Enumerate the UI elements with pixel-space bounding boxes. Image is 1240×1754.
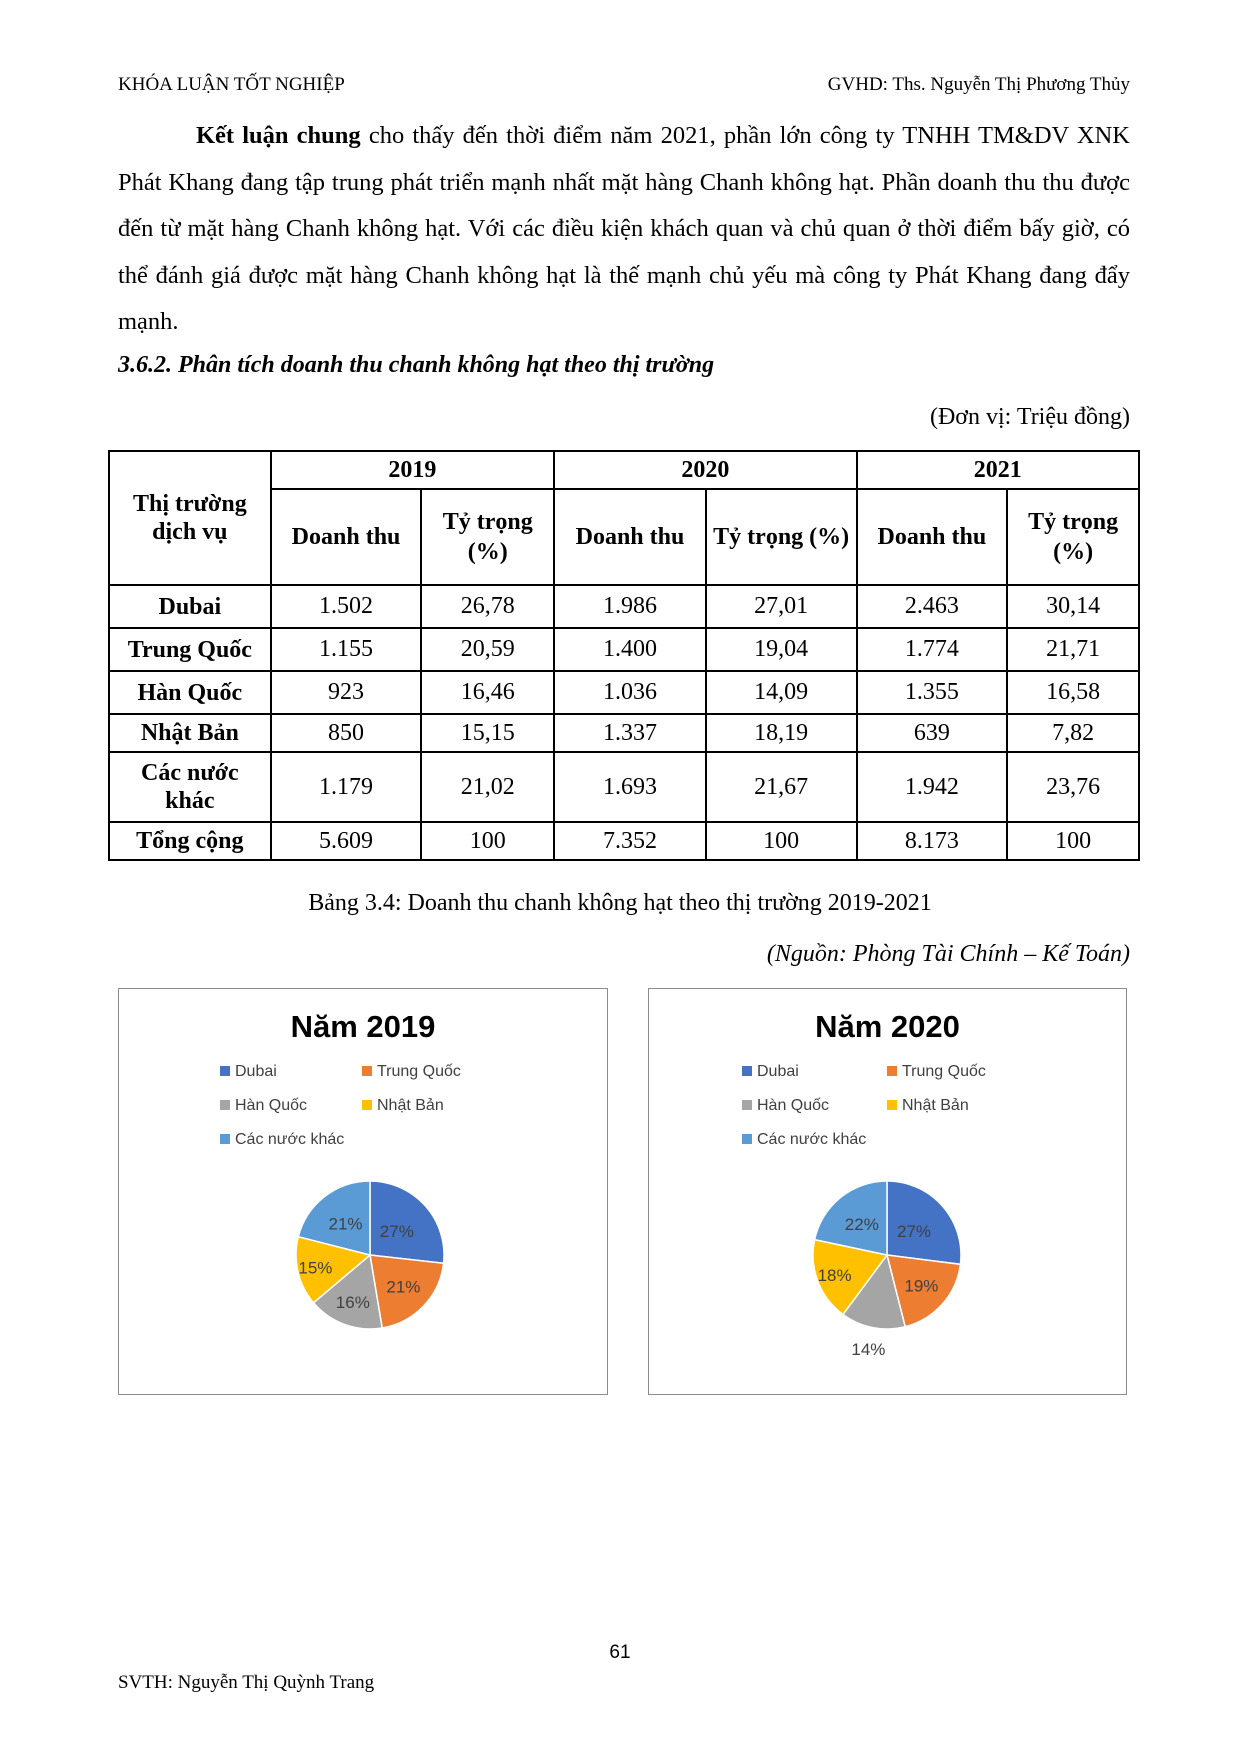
- share-cell: 16,58: [1007, 671, 1139, 714]
- subheader-revenue: Doanh thu: [554, 489, 706, 585]
- revenue-cell: 1.036: [554, 671, 706, 714]
- pie-data-label: 27%: [896, 1222, 932, 1242]
- legend-label: Hàn Quốc: [757, 1097, 830, 1114]
- market-cell: Dubai: [109, 585, 271, 628]
- legend-label: Các nước khác: [757, 1131, 867, 1148]
- revenue-cell: 850: [271, 714, 422, 752]
- year-header-2021: 2021: [857, 451, 1140, 489]
- page-number: 61: [609, 1642, 631, 1663]
- subheader-share: Tỷ trọng (%): [421, 489, 554, 585]
- subheader-share: Tỷ trọng (%): [706, 489, 857, 585]
- share-cell: 16,46: [421, 671, 554, 714]
- market-cell: Trung Quốc: [109, 628, 271, 671]
- table-row: [109, 822, 1139, 860]
- paragraph-text: cho thấy đến thời điểm năm 2021, phần lớn công ty TNHH TM&DV XNK Phát Khang đang tập trung phát triển mạnh nhất mặt hàng Chanh không hạt. Phần doanh thu thu được đến từ mặt hàng Chanh không hạt. Với các điều kiện khách quan và chủ quan ở thời điểm bấy giờ, có thể đánh giá được mặt hàng Chanh không hạt là thế mạnh chủ yếu mà công ty Phát Khang đang đẩy mạnh.: [118, 122, 1130, 335]
- share-cell: 100: [706, 822, 857, 860]
- pie-data-label: 16%: [335, 1292, 370, 1312]
- chart-title: Năm 2020: [815, 1009, 960, 1044]
- pie-data-label: 18%: [817, 1265, 852, 1285]
- share-cell: 20,59: [421, 628, 554, 671]
- share-cell: 18,19: [706, 714, 857, 752]
- conclusion-paragraph: [118, 113, 1130, 346]
- legend-label: Trung Quốc: [377, 1063, 461, 1080]
- revenue-cell: 1.942: [857, 752, 1008, 822]
- subheader-revenue: Doanh thu: [271, 489, 422, 585]
- share-cell: 21,71: [1007, 628, 1139, 671]
- legend-label: Dubai: [757, 1063, 799, 1080]
- share-cell: 27,01: [706, 585, 857, 628]
- revenue-cell: 1.693: [554, 752, 706, 822]
- chart-title: Năm 2019: [290, 1009, 436, 1044]
- revenue-cell: 639: [857, 714, 1008, 752]
- revenue-cell: 1.502: [271, 585, 422, 628]
- table-row: [109, 628, 1139, 671]
- pie-data-label: 19%: [904, 1276, 939, 1296]
- legend-label: Các nước khác: [235, 1131, 345, 1148]
- source-note: (Nguồn: Phòng Tài Chính – Kế Toán): [766, 941, 1130, 967]
- revenue-cell: 8.173: [857, 822, 1008, 860]
- header-right: GVHD: Ths. Nguyễn Thị Phương Thủy: [827, 74, 1130, 95]
- share-cell: 7,82: [1007, 714, 1139, 752]
- footer-author: SVTH: Nguyễn Thị Quỳnh Trang: [118, 1672, 375, 1693]
- pie-data-label: 27%: [379, 1222, 414, 1241]
- market-cell: Hàn Quốc: [109, 671, 271, 714]
- share-cell: 19,04: [706, 628, 857, 671]
- year-header-2020: 2020: [554, 451, 856, 489]
- pie-data-label: 15%: [298, 1258, 333, 1278]
- revenue-cell: 1.337: [554, 714, 706, 752]
- pie-data-label: 14%: [851, 1340, 886, 1360]
- market-cell: Nhật Bản: [109, 714, 271, 752]
- pie-svg: [119, 989, 607, 1394]
- year-header-2019: 2019: [271, 451, 554, 489]
- revenue-cell: 1.986: [554, 585, 706, 628]
- legend-label: Trung Quốc: [902, 1063, 986, 1080]
- share-cell: 23,76: [1007, 752, 1139, 822]
- revenue-cell: 2.463: [857, 585, 1008, 628]
- share-cell: 26,78: [421, 585, 554, 628]
- section-heading: 3.6.2. Phân tích doanh thu chanh không hạt theo thị trường: [118, 352, 715, 378]
- table-body: [109, 585, 1139, 860]
- revenue-cell: 923: [271, 671, 422, 714]
- legend-label: Nhật Bản: [902, 1097, 969, 1114]
- subheader-share: Tỷ trọng (%): [1007, 489, 1139, 585]
- revenue-cell: 7.352: [554, 822, 706, 860]
- market-cell: Các nước khác: [109, 752, 271, 822]
- revenue-cell: 1.355: [857, 671, 1008, 714]
- revenue-cell: 1.774: [857, 628, 1008, 671]
- table-row: [109, 585, 1139, 628]
- revenue-cell: 1.155: [271, 628, 422, 671]
- pie-data-label: 22%: [844, 1214, 879, 1234]
- pie-chart-2019: [118, 988, 608, 1395]
- revenue-cell: 1.400: [554, 628, 706, 671]
- share-cell: 15,15: [421, 714, 554, 752]
- table-caption: Bảng 3.4: Doanh thu chanh không hạt theo thị trường 2019-2021: [308, 890, 932, 916]
- legend-label: Nhật Bản: [377, 1097, 444, 1114]
- revenue-cell: 1.179: [271, 752, 422, 822]
- share-cell: 100: [1007, 822, 1139, 860]
- pie-chart-2020: [648, 988, 1127, 1395]
- share-cell: 21,67: [706, 752, 857, 822]
- pie-svg: [649, 989, 1126, 1394]
- paragraph-bold-lead: Kết luận chung: [196, 122, 361, 149]
- revenue-cell: 5.609: [271, 822, 422, 860]
- table-row: [109, 714, 1139, 752]
- table-row: [109, 671, 1139, 714]
- subheader-revenue: Doanh thu: [857, 489, 1008, 585]
- table-corner-header: Thị trường dịch vụ: [109, 451, 271, 585]
- share-cell: 30,14: [1007, 585, 1139, 628]
- table-row: [109, 752, 1139, 822]
- share-cell: 14,09: [706, 671, 857, 714]
- header-left: KHÓA LUẬN TỐT NGHIỆP: [118, 74, 345, 95]
- market-cell: Tổng cộng: [109, 822, 271, 860]
- legend-label: Dubai: [235, 1063, 277, 1080]
- unit-note: (Đơn vị: Triệu đồng): [929, 404, 1130, 430]
- share-cell: 100: [421, 822, 554, 860]
- pie-data-label: 21%: [328, 1214, 363, 1234]
- revenue-table: [108, 450, 1140, 861]
- legend-label: Hàn Quốc: [235, 1097, 308, 1114]
- share-cell: 21,02: [421, 752, 554, 822]
- pie-data-label: 21%: [386, 1277, 421, 1297]
